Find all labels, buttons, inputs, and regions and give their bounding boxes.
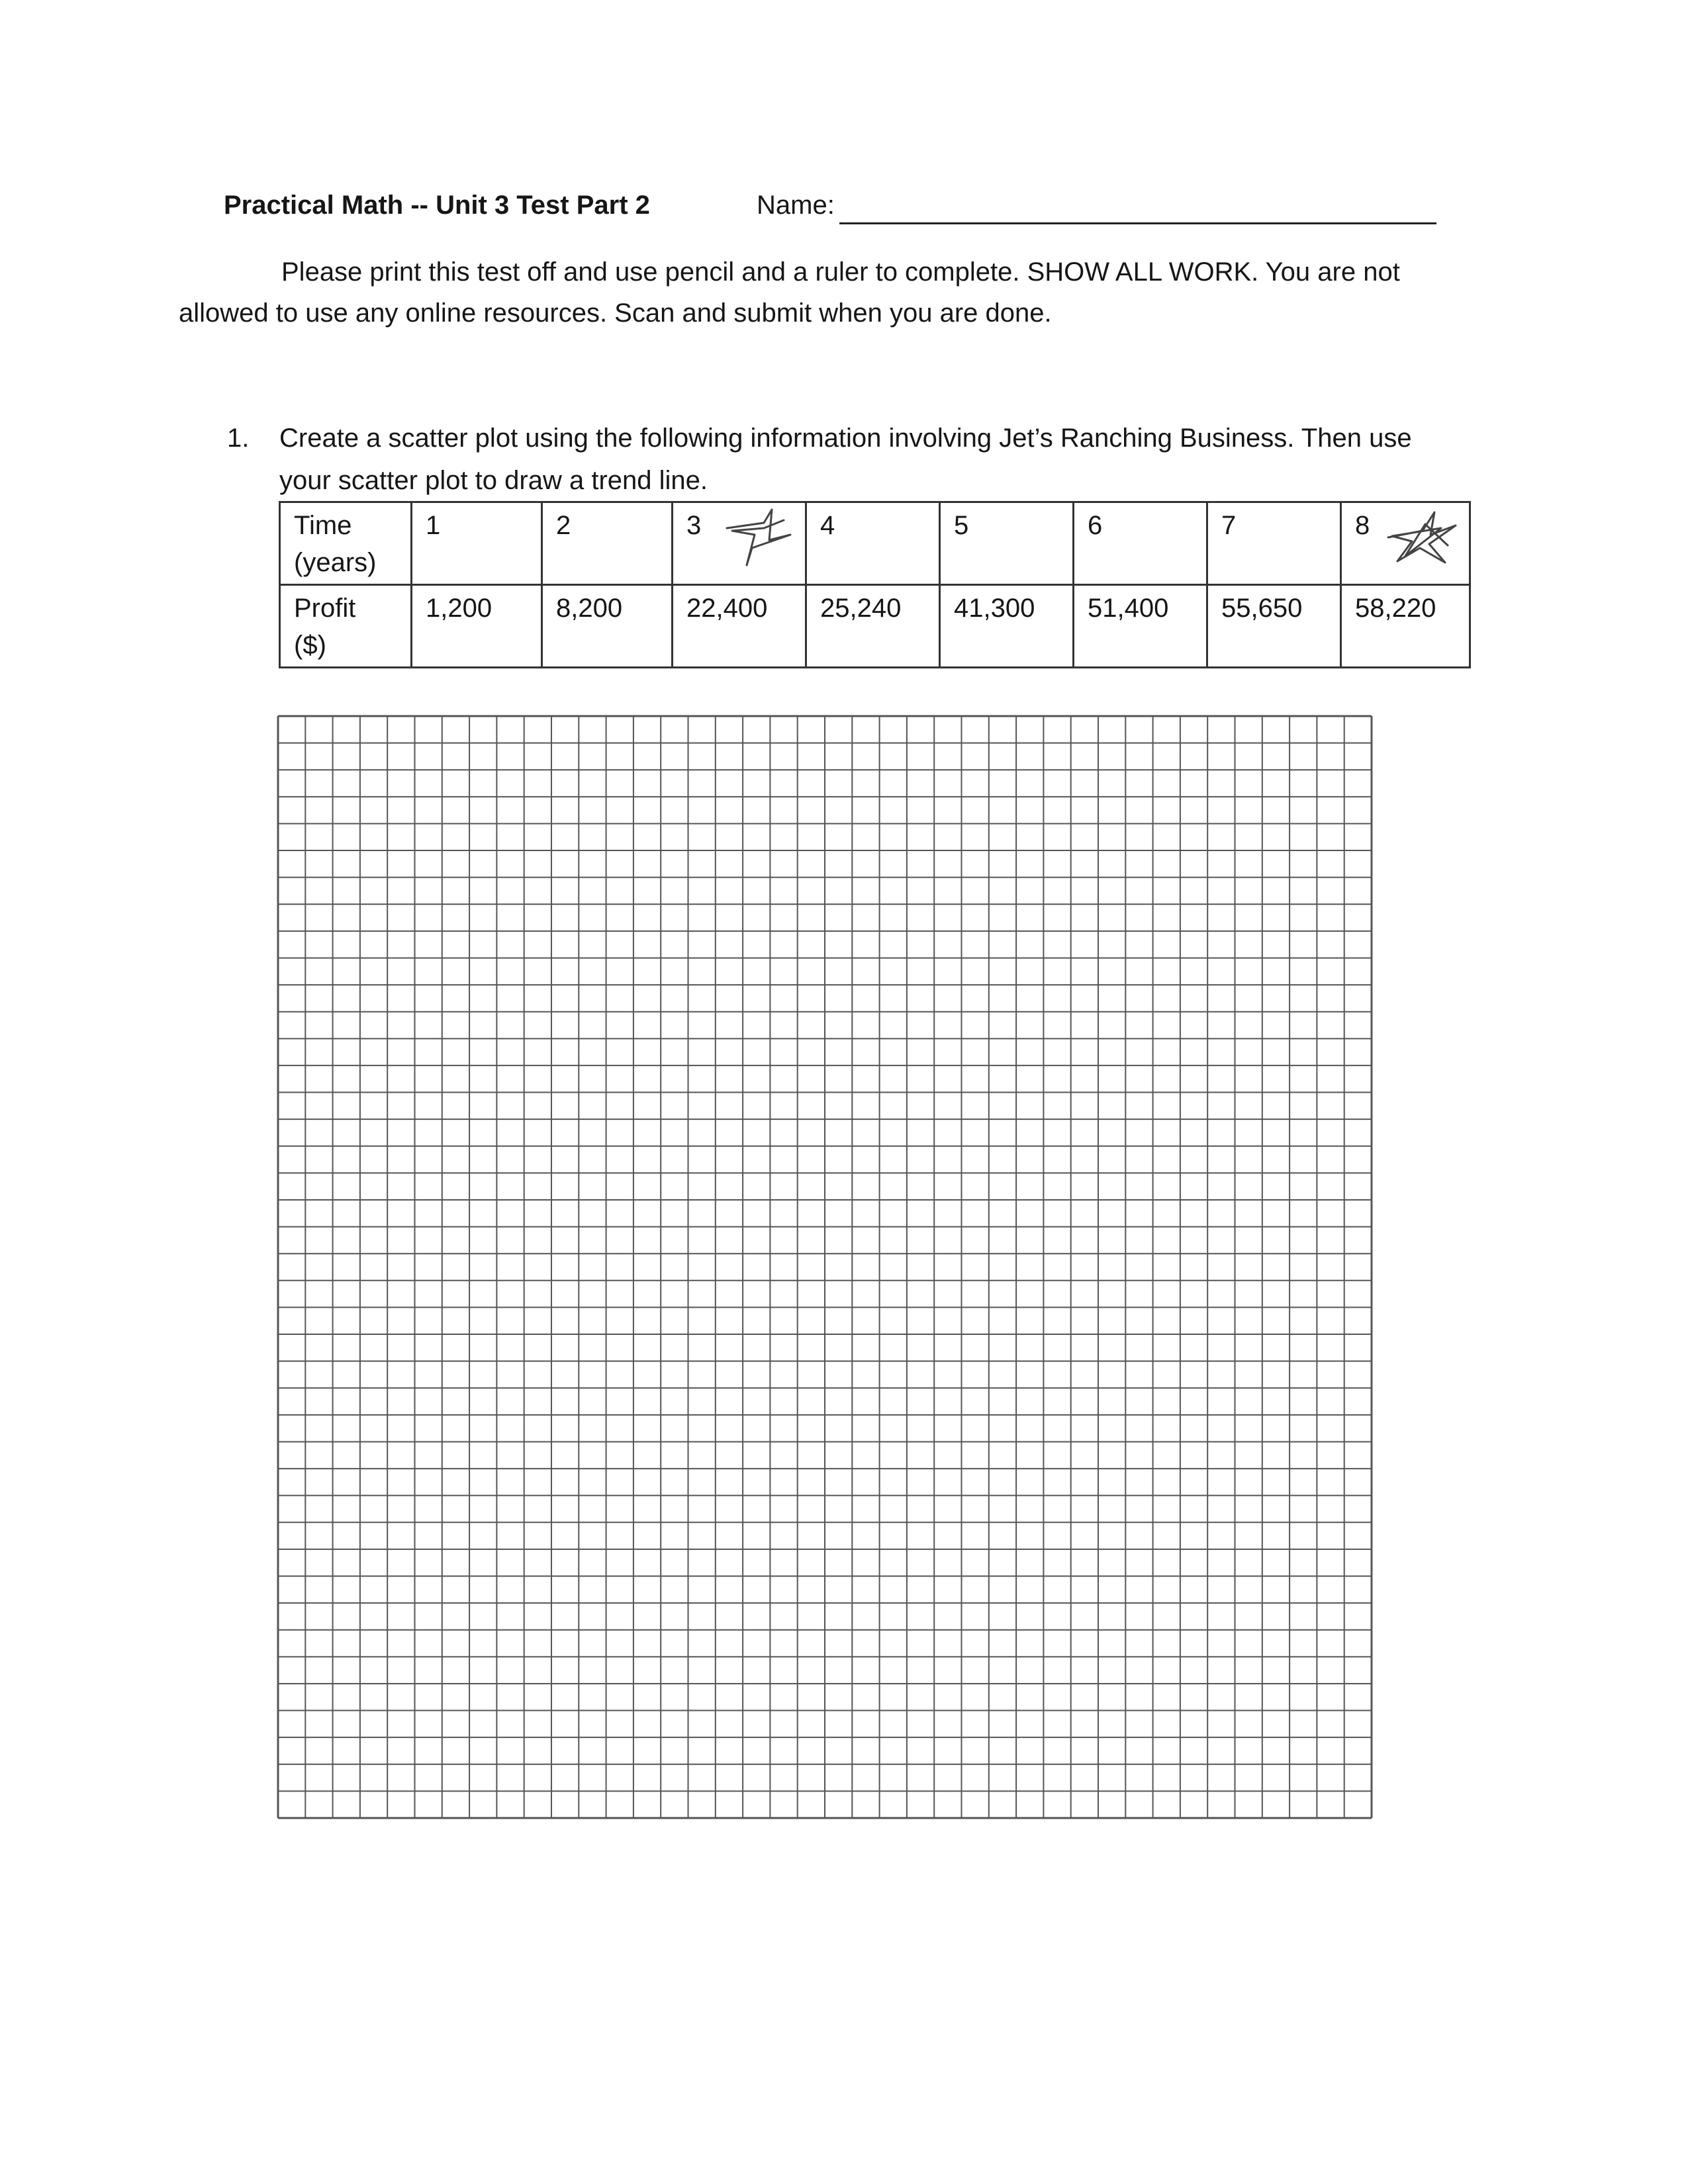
time-cell: 6 [1074, 502, 1207, 585]
question-number: 1. [227, 424, 250, 453]
question-line-1: Create a scatter plot using the following information involving Jet’s Ranching Business. Then use [279, 424, 1412, 453]
time-cell: 5 [940, 502, 1074, 585]
star-doodle-icon [718, 508, 797, 568]
test-title: Practical Math -- Unit 3 Test Part 2 [224, 191, 650, 220]
row-label-time-line2: (years) [294, 548, 377, 577]
name-label: Name: [757, 191, 835, 220]
name-field[interactable] [839, 222, 1436, 224]
profit-cell: 58,220 [1341, 585, 1470, 668]
time-cell: 1 [412, 502, 542, 585]
profit-cell: 8,200 [542, 585, 673, 668]
question-text [279, 417, 1484, 502]
table-row-time [280, 502, 1470, 585]
profit-cell: 51,400 [1074, 585, 1207, 668]
row-label-profit-line1: Profit [294, 594, 356, 623]
profit-cell: 41,300 [940, 585, 1074, 668]
time-value: 3 [686, 511, 702, 540]
row-label-time [280, 502, 412, 585]
profit-cell: 22,400 [673, 585, 806, 668]
instructions-line-2: allowed to use any online resources. Scan and submit when you are done. [179, 298, 1052, 328]
time-cell: 7 [1207, 502, 1341, 585]
time-value: 8 [1355, 511, 1370, 540]
time-cell-3 [673, 502, 806, 585]
profit-cell: 55,650 [1207, 585, 1341, 668]
row-label-profit [280, 585, 412, 668]
star-doodle-icon [1382, 508, 1461, 568]
graph-paper-grid[interactable] [277, 715, 1373, 1819]
profit-cell: 25,240 [806, 585, 940, 668]
profit-cell: 1,200 [412, 585, 542, 668]
instructions-line-1: Please print this test off and use pencil and a ruler to complete. SHOW ALL WORK. You are not [281, 257, 1400, 287]
row-label-time-line1: Time [294, 511, 352, 540]
table-row-profit [280, 585, 1470, 668]
time-cell-8 [1341, 502, 1470, 585]
row-label-profit-line2: ($) [294, 631, 326, 660]
instructions [179, 251, 1476, 334]
time-cell: 2 [542, 502, 673, 585]
time-cell: 4 [806, 502, 940, 585]
data-table [279, 501, 1471, 668]
question-line-2: your scatter plot to draw a trend line. [279, 466, 708, 495]
graph-paper[interactable] [277, 715, 1373, 1819]
